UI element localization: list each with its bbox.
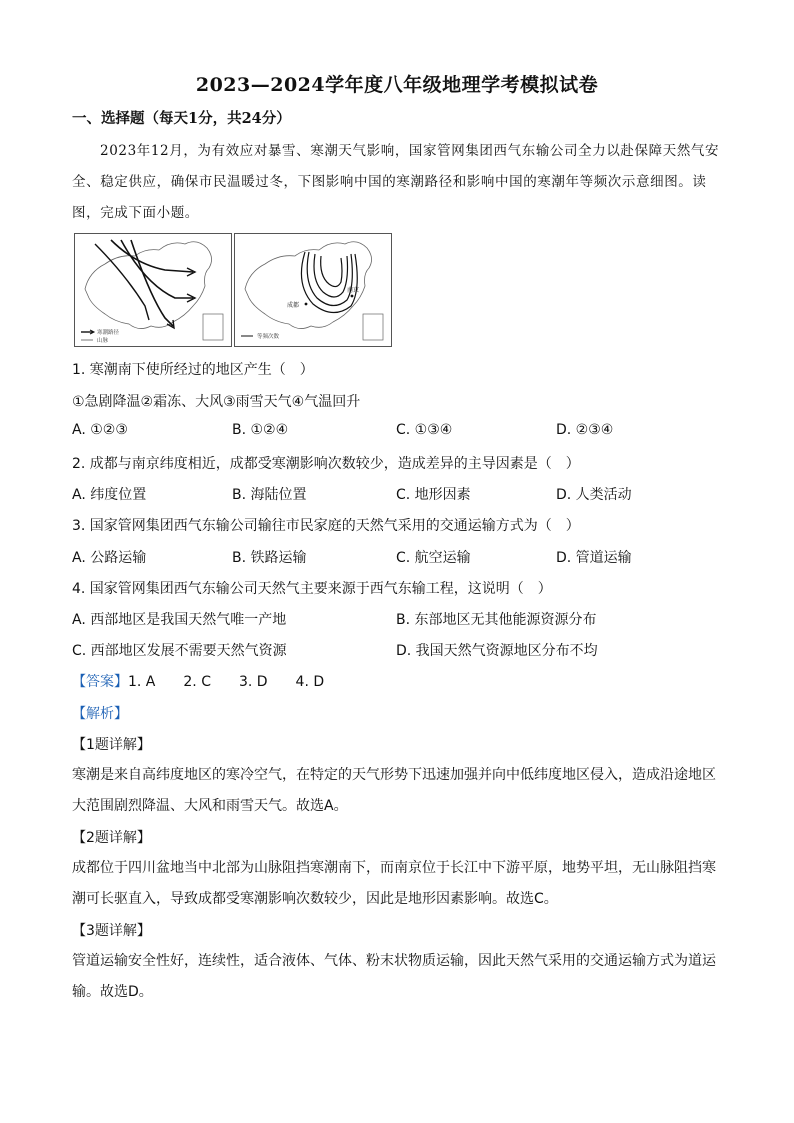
question-2-option-b: B. 海陆位置 (232, 487, 307, 503)
question-3-stem: 3. 国家管网集团西气东输公司输往市民家庭的天然气采用的交通运输方式为（ ） (72, 518, 580, 534)
question-1-option-c: C. ①③④ (396, 422, 453, 438)
question-2-option-d: D. 人类活动 (556, 487, 632, 503)
question-1-option-a: A. ①②③ (72, 422, 128, 438)
question-3-option-b: B. 铁路运输 (232, 550, 307, 566)
question-4-option-b: B. 东部地区无其他能源资源分布 (396, 612, 597, 628)
question-2-stem: 2. 成都与南京纬度相近，成都受寒潮影响次数较少，造成差异的主导因素是（ ） (72, 456, 580, 472)
legend-path-label: 寒潮路径 (97, 330, 120, 336)
detail-2-text: 成都位于四川盆地当中北部为山脉阻挡寒潮南下，而南京位于长江中下游平原，地势平坦，无山脉阻挡寒潮可长驱直入，导致成都受寒潮影响次数较少，因此是地形因素影响。故选C。 (72, 860, 716, 907)
page-title: 2023—2024学年度八年级地理学考模拟试卷 (195, 74, 599, 96)
legend-frequency-label: 等频次数 (257, 334, 280, 340)
question-4-option-c: C. 西部地区发展不需要天然气资源 (72, 643, 287, 659)
question-3-option-d: D. 管道运输 (556, 550, 632, 566)
analysis-tag: 【解析】 (72, 706, 128, 722)
answer-text: 1. A 2. C 3. D 4. D (128, 674, 325, 690)
question-3-option-a: A. 公路运输 (72, 550, 147, 566)
answer-line (72, 671, 324, 691)
city-nanjing-label: 南京 (347, 287, 360, 294)
detail-3-text: 管道运输安全性好，连续性，适合液体、气体、粉末状物质运输，因此天然气采用的交通运输方式为道运输。故选D。 (72, 953, 716, 1000)
detail-1-tag: 【1题详解】 (72, 737, 151, 753)
question-2-option-c: C. 地形因素 (396, 487, 471, 503)
cold-wave-frequency-map (234, 233, 392, 347)
question-2-option-a: A. 纬度位置 (72, 487, 147, 503)
detail-1-text: 寒潮是来自高纬度地区的寒冷空气，在特定的天气形势下迅速加强并向中低纬度地区侵入，造成沿途地区大范围剧烈降温、大风和雨雪天气。故选A。 (72, 767, 716, 814)
section-heading: 一、选择题（每天1分，共24分） (72, 110, 291, 127)
question-4-stem: 4. 国家管网集团西气东输公司天然气主要来源于西气东输工程，这说明（ ） (72, 581, 552, 597)
question-1-option-d: D. ②③④ (556, 422, 614, 438)
question-3-option-c: C. 航空运输 (396, 550, 471, 566)
question-4-option-d: D. 我国天然气资源地区分布不均 (396, 643, 598, 659)
question-4-option-a: A. 西部地区是我国天然气唯一产地 (72, 612, 287, 628)
question-1-option-b: B. ①②④ (232, 422, 289, 438)
intro-paragraph: 2023年12月，为有效应对暴雪、寒潮天气影响，国家管网集团西气东输公司全力以赴保障天然气安全、稳定供应，确保市民温暖过冬，下图影响中国的寒潮路径和影响中国的寒潮年等频次示意细图。读图，完成下面小题。 (72, 143, 720, 221)
detail-3-tag: 【3题详解】 (72, 923, 151, 939)
question-1-stem: 1. 寒潮南下使所经过的地区产生（ ） (72, 362, 314, 378)
cold-wave-path-map (74, 233, 232, 347)
answer-tag: 【答案】 (72, 674, 128, 690)
city-chengdu-label: 成都 (287, 302, 300, 309)
legend-mountain-label: 山脉 (97, 338, 109, 344)
detail-2-tag: 【2题详解】 (72, 830, 151, 846)
question-1-choices: ①急剧降温②霜冻、大风③雨雪天气④气温回升 (72, 394, 361, 410)
